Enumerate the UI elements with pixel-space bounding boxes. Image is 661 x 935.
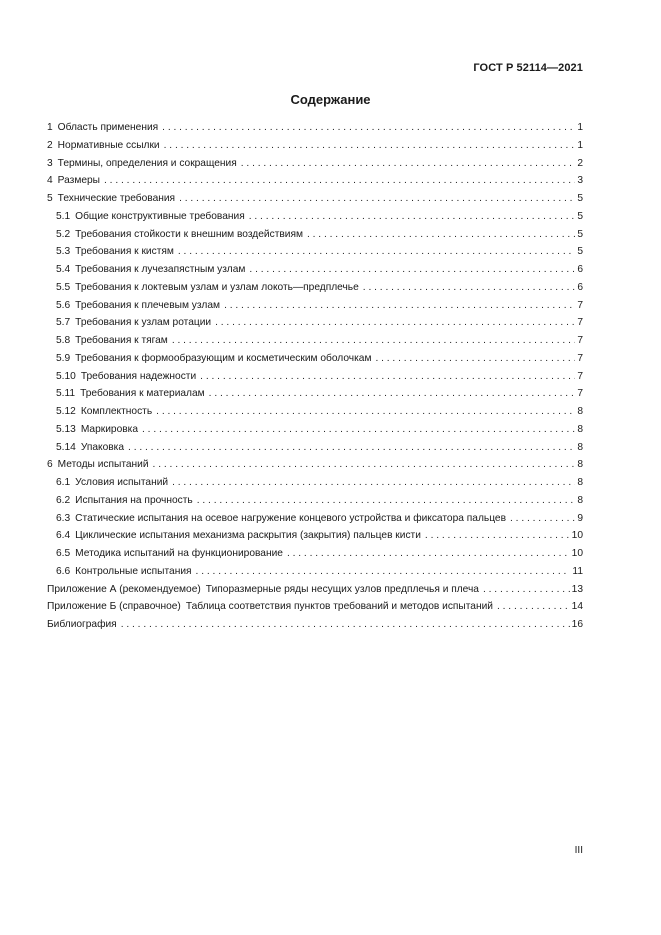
toc-entry-number: 5.12 (56, 406, 76, 417)
toc-entry-number: 6.1 (56, 477, 71, 488)
toc-entry-title: Требования к плечевым узлам (75, 299, 221, 311)
toc-entry-number: 6.4 (56, 530, 71, 542)
toc-entry[interactable] (47, 563, 583, 581)
toc-entry-title: Требования к узлам ротации (75, 317, 212, 329)
toc-entry-title: Область применения (57, 122, 159, 133)
toc-entry-title: Требования к материалам (80, 388, 205, 400)
toc-entry-number: 5.13 (56, 423, 76, 435)
toc-entry[interactable] (47, 403, 583, 421)
toc-entry-number: Приложение А (рекомендуемое) (47, 583, 201, 595)
toc-entry-number: 5.11 (56, 388, 76, 400)
toc-entry-page: 5 (577, 193, 583, 204)
toc-leader-dots (249, 261, 575, 279)
toc-entry-page: 8 (577, 494, 583, 506)
toc-entry-page: 8 (577, 459, 583, 471)
document-code: ГОСТ Р 52114—2021 (473, 62, 583, 74)
toc-entry-title: Нормативные ссылки (57, 139, 160, 151)
toc-entry[interactable] (47, 190, 583, 208)
toc-entry-number: 5.9 (56, 352, 71, 364)
toc-entry-number: 6.3 (56, 512, 71, 524)
toc-entry[interactable] (47, 279, 583, 297)
toc-entry[interactable] (47, 208, 583, 226)
toc-entry-page: 16 (571, 619, 583, 630)
toc-entry[interactable] (47, 155, 583, 173)
toc-entry[interactable] (47, 456, 583, 474)
toc-entry-page: 1 (577, 139, 583, 151)
toc-entry-page: 14 (571, 601, 583, 613)
toc-entry[interactable] (47, 119, 583, 137)
toc-entry-title: Требования к формообразующим и косметическим оболочкам (75, 352, 372, 364)
toc-entry-page: 7 (577, 352, 583, 364)
toc-entry-page: 1 (577, 122, 583, 133)
toc-entry-page: 8 (577, 423, 583, 435)
toc-leader-dots (172, 332, 576, 350)
toc-entry-title: Требования к тягам (75, 335, 168, 346)
toc-leader-dots (153, 456, 576, 474)
toc-entry-number: 6.5 (56, 548, 71, 559)
toc-entry-title: Общие конструктивные требования (75, 210, 245, 222)
toc-leader-dots (164, 137, 576, 155)
toc-entry[interactable] (47, 527, 583, 545)
toc-entry-number: 1 (47, 122, 53, 133)
toc-entry-page: 5 (577, 210, 583, 222)
toc-leader-dots (510, 510, 575, 528)
toc-leader-dots (200, 368, 575, 386)
toc-leader-dots (287, 545, 570, 563)
toc-entry-number: 3 (47, 157, 53, 169)
toc-entry-page: 13 (571, 583, 583, 595)
toc-entry[interactable] (47, 172, 583, 190)
toc-leader-dots (249, 208, 576, 226)
toc-entry-page: 9 (577, 512, 583, 524)
toc-leader-dots (196, 563, 571, 581)
toc-entry-title: Размеры (57, 175, 101, 187)
toc-entry[interactable] (47, 261, 583, 279)
toc-entry-number: 5.8 (56, 335, 71, 346)
toc-entry-title: Циклические испытания механизма раскрытия (закрытия) пальцев кисти (75, 530, 421, 542)
toc-entry-page: 7 (577, 299, 583, 311)
toc-entry-number: 5.6 (56, 299, 71, 311)
toc-entry-number: 5.10 (56, 370, 76, 382)
toc-entry-title: Технические требования (57, 193, 176, 204)
toc-leader-dots (142, 421, 575, 439)
toc-leader-dots (121, 616, 570, 634)
toc-leader-dots (104, 172, 575, 190)
toc-entry-number: 5.1 (56, 210, 71, 222)
toc-entry-number: 5.7 (56, 317, 71, 329)
toc-entry[interactable] (47, 492, 583, 510)
toc-entry-title: Термины, определения и сокращения (57, 157, 237, 169)
toc-leader-dots (156, 403, 575, 421)
toc-entry-page: 11 (572, 565, 583, 577)
toc-entry-number: Приложение Б (справочное) (47, 601, 181, 613)
toc-leader-dots (497, 598, 570, 616)
toc-entry-number: 5.14 (56, 441, 76, 453)
toc-entry-page: 5 (577, 228, 583, 240)
page-number: III (574, 845, 583, 856)
toc-entry-page: 10 (571, 530, 583, 542)
toc-entry[interactable] (47, 510, 583, 528)
toc-entry-number: 5.5 (56, 281, 71, 293)
toc-entry[interactable] (47, 314, 583, 332)
toc-leader-dots (215, 314, 575, 332)
toc-entry[interactable] (47, 332, 583, 350)
toc-entry-number: 5.3 (56, 246, 71, 258)
toc-entry-number: 6.6 (56, 565, 71, 577)
toc-leader-dots (363, 279, 576, 297)
toc-entry[interactable] (47, 350, 583, 368)
toc-entry-appendix-a[interactable] (47, 581, 583, 599)
toc-entry-page: 7 (577, 317, 583, 329)
toc-entry-title: Типоразмерные ряды несущих узлов предплечья и плеча (205, 583, 479, 595)
toc-leader-dots (425, 527, 570, 545)
toc-entry-title: Условия испытаний (75, 477, 169, 488)
toc-entry[interactable] (47, 243, 583, 261)
toc-entry-title: Требования стойкости к внешним воздействиям (75, 228, 303, 240)
toc-entry-title: Методика испытаний на функционирование (75, 548, 283, 559)
toc-entry-page: 6 (577, 281, 583, 293)
toc-entry[interactable] (47, 545, 583, 563)
toc-leader-dots (209, 385, 576, 403)
toc-entry-number: 5 (47, 193, 53, 204)
toc-leader-dots (483, 581, 570, 599)
toc-entry-title: Требования к локтевым узлам и узлам локоть—предплечье (75, 281, 359, 293)
toc-entry-number: 2 (47, 139, 53, 151)
toc-leader-dots (162, 119, 575, 137)
toc-leader-dots (375, 350, 575, 368)
toc-title: Содержание (290, 92, 371, 107)
toc-entry[interactable] (47, 368, 583, 386)
toc-entry[interactable] (47, 439, 583, 457)
toc-leader-dots (241, 155, 576, 173)
toc-entry-title: Комплектность (80, 406, 153, 417)
toc-entry-title: Библиография (47, 619, 117, 630)
toc-entry[interactable] (47, 226, 583, 244)
toc-leader-dots (172, 474, 575, 492)
toc-leader-dots (224, 297, 575, 315)
toc-entry-page: 7 (577, 335, 583, 346)
toc-leader-dots (197, 492, 576, 510)
toc-entry-number: 5.2 (56, 228, 71, 240)
toc-entry[interactable] (47, 474, 583, 492)
toc-entry-title: Контрольные испытания (75, 565, 192, 577)
toc-entry-page: 10 (571, 548, 583, 559)
toc-leader-dots (178, 243, 575, 261)
toc-entry-title: Таблица соответствия пунктов требований и методов испытаний (185, 601, 493, 613)
toc-leader-dots (307, 226, 575, 244)
toc-entry-number: 5.4 (56, 264, 71, 275)
toc-leader-dots (128, 439, 575, 457)
toc-entry-title: Требования к кистям (75, 246, 174, 258)
toc-entry-title: Методы испытаний (57, 459, 149, 471)
toc-entry[interactable] (47, 421, 583, 439)
toc-entry-number: 6.2 (56, 494, 71, 506)
toc-entry-number: 6 (47, 459, 53, 471)
toc-entry-appendix-b[interactable] (47, 598, 583, 616)
table-of-contents (47, 119, 583, 634)
toc-entry-page: 7 (577, 388, 583, 400)
toc-entry-title: Упаковка (80, 441, 125, 453)
toc-entry-title: Маркировка (80, 423, 138, 435)
toc-entry-page: 8 (577, 406, 583, 417)
toc-entry-title: Испытания на прочность (75, 494, 193, 506)
toc-entry-page: 6 (577, 264, 583, 275)
toc-entry[interactable] (47, 297, 583, 315)
toc-entry-title: Статические испытания на осевое нагружение концевого устройства и фиксатора пальцев (75, 512, 506, 524)
toc-leader-dots (179, 190, 575, 208)
toc-entry-bibliography[interactable] (47, 616, 583, 634)
toc-entry[interactable] (47, 385, 583, 403)
toc-entry-page: 7 (577, 370, 583, 382)
toc-entry-page: 2 (577, 157, 583, 169)
toc-entry-page: 5 (577, 246, 583, 258)
toc-entry-title: Требования к лучезапястным узлам (75, 264, 246, 275)
toc-entry-page: 3 (577, 175, 583, 187)
toc-entry-page: 8 (577, 441, 583, 453)
toc-entry-number: 4 (47, 175, 53, 187)
toc-entry-page: 8 (577, 477, 583, 488)
toc-entry-title: Требования надежности (80, 370, 197, 382)
toc-entry[interactable] (47, 137, 583, 155)
